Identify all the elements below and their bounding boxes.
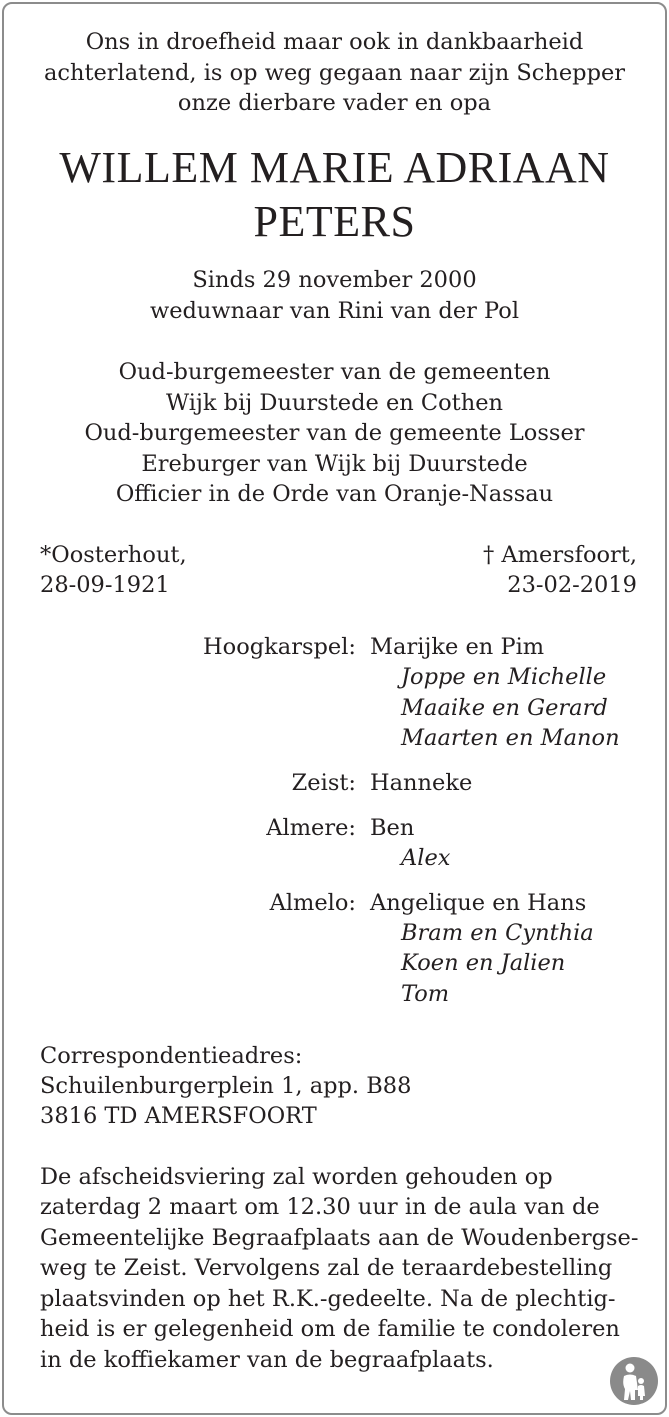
ceremony-line: plaatsvinden op het R.K.-gedeelte. Na de plechtig- bbox=[40, 1286, 616, 1312]
family-names: Hanneke bbox=[370, 770, 473, 796]
correspondence-heading: Correspondentieadres: bbox=[40, 1043, 303, 1069]
deceased-name-line-2: PETERS bbox=[253, 197, 416, 246]
grandchildren-names: Joppe en Michelle bbox=[401, 664, 607, 690]
family-names: Angelique en Hans bbox=[370, 890, 587, 916]
grandchildren-names: Maaike en Gerard bbox=[401, 695, 608, 721]
deceased-name-line-1: WILLEM MARIE ADRIAAN bbox=[59, 143, 610, 192]
family-names: Ben bbox=[370, 815, 415, 841]
ceremony-line: heid is er gelegenheid om de familie te condoleren bbox=[40, 1316, 620, 1342]
grandchildren-names: Bram en Cynthia bbox=[401, 920, 594, 946]
ceremony-line: De afscheidsviering zal worden gehouden op bbox=[40, 1164, 553, 1190]
family-names: Marijke en Pim bbox=[370, 634, 545, 660]
function-line: Officier in de Orde van Oranje-Nassau bbox=[115, 481, 554, 507]
grandchildren-names: Koen en Jalien bbox=[401, 950, 566, 976]
birth-date: 28-09-1921 bbox=[40, 572, 170, 598]
ceremony-line: weg te Zeist. Vervolgens zal de teraardebestelling bbox=[40, 1255, 613, 1281]
widower-text: weduwnaar van Rini van der Pol bbox=[149, 298, 520, 324]
memorial-figure-icon bbox=[609, 1356, 659, 1406]
correspondence-street: Schuilenburgerplein 1, app. B88 bbox=[40, 1073, 412, 1099]
function-line: Ereburger van Wijk bij Duurstede bbox=[141, 451, 528, 477]
grandchildren-names: Tom bbox=[401, 981, 450, 1007]
ceremony-line: Gemeentelijke Begraafplaats aan de Woudenbergse- bbox=[40, 1225, 639, 1251]
death-place: † Amersfoort, bbox=[483, 542, 637, 568]
birth-place: *Oosterhout, bbox=[40, 542, 187, 568]
function-line: Oud-burgemeester van de gemeente Losser bbox=[84, 420, 585, 446]
function-line: Wijk bij Duurstede en Cothen bbox=[165, 390, 504, 416]
family-place: Zeist: bbox=[291, 770, 356, 796]
correspondence-city: 3816 TD AMERSFOORT bbox=[40, 1103, 317, 1129]
intro-line: achterlatend, is op weg gegaan naar zijn Schepper bbox=[43, 60, 626, 86]
ceremony-line: zaterdag 2 maart om 12.30 uur in de aula van de bbox=[40, 1194, 600, 1220]
family-place: Almere: bbox=[266, 815, 356, 841]
widower-date: Sinds 29 november 2000 bbox=[192, 267, 477, 293]
ceremony-line: in de koffiekamer van de begraafplaats. bbox=[40, 1347, 494, 1373]
function-line: Oud-burgemeester van de gemeenten bbox=[118, 359, 551, 385]
family-place: Almelo: bbox=[269, 890, 356, 916]
grandchildren-names: Maarten en Manon bbox=[401, 725, 620, 751]
grandchildren-names: Alex bbox=[401, 845, 451, 871]
death-date: 23-02-2019 bbox=[507, 572, 637, 598]
family-place: Hoogkarspel: bbox=[203, 634, 356, 660]
intro-line: Ons in droefheid maar ook in dankbaarheid bbox=[85, 29, 584, 55]
intro-line: onze dierbare vader en opa bbox=[177, 90, 492, 116]
